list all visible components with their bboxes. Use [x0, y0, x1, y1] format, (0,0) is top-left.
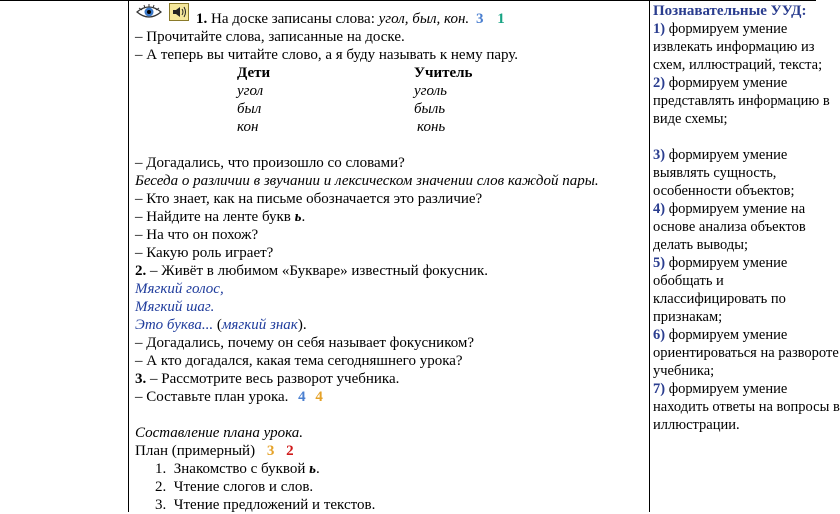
- making-plan-line: Составление плана урока.: [135, 425, 303, 441]
- uud-item-line: классифицировать по: [653, 291, 786, 307]
- role-line: – Какую роль играет?: [135, 245, 274, 261]
- plan-item: 2. Чтение слогов и слов.: [155, 479, 314, 495]
- uud-item: 5) формируем умение: [653, 255, 788, 271]
- pair-teacher: уголь: [414, 83, 448, 99]
- uud-item-line: иллюстрации.: [653, 417, 740, 433]
- poem-line-1: Мягкий голос,: [135, 281, 224, 297]
- plan-item: 1. Знакомство с буквой ь.: [155, 461, 320, 477]
- uud-item-line: особенности объектов;: [653, 183, 795, 199]
- uud-item: 4) формируем умение на: [653, 201, 806, 217]
- conversation-line: Беседа о различии в звучании и лексическом значении слов каждой пары.: [135, 173, 599, 189]
- task3-line: 3. – Рассмотрите весь разворот учебника.: [135, 371, 400, 387]
- uud-item-line: находить ответы на вопросы в: [653, 399, 840, 415]
- find-line: – Найдите на ленте букв ь.: [135, 209, 306, 225]
- sound-icon: [169, 3, 189, 21]
- uud-item: 2) формируем умение: [653, 75, 788, 91]
- cognitive-uud-column: [653, 2, 840, 434]
- column-divider-right: [649, 0, 650, 512]
- uud-item-line: виде схемы;: [653, 111, 728, 127]
- now-you-line: – А теперь вы читайте слово, а я буду называть к нему пару.: [135, 47, 519, 63]
- uud-item-line: обобщать и: [653, 273, 724, 289]
- uud-item: 6) формируем умение: [653, 327, 788, 343]
- who-knows-line: – Кто знает, как на письме обозначается это различие?: [135, 191, 483, 207]
- topic-line: – А кто догадался, какая тема сегодняшнего урока?: [135, 353, 463, 369]
- eye-icon: [136, 4, 162, 20]
- uud-item-line: выявлять сущность,: [653, 165, 777, 181]
- poem-line-3: Это буква... (мягкий знак).: [135, 317, 307, 333]
- pair-teacher: быль: [414, 101, 446, 117]
- pair-teacher: конь: [417, 119, 446, 135]
- uud-heading: Познавательные УУД:: [653, 3, 807, 19]
- col-children: Дети: [237, 65, 271, 81]
- task1-line: 1. На доске записаны слова: угол, был, кон. 3 1: [196, 11, 505, 27]
- plan-label-line: План (примерный) 3 2: [135, 443, 294, 459]
- uud-item-line: схем, иллюстраций, текста;: [653, 57, 823, 73]
- uud-item-line: извлекать информацию из: [653, 39, 815, 55]
- like-line: – На что он похож?: [135, 227, 259, 243]
- uud-item-line: представлять информацию в: [653, 93, 830, 109]
- plan-line: – Составьте план урока. 4 4: [135, 389, 323, 405]
- uud-item-line: делать выводы;: [653, 237, 749, 253]
- read-line: – Прочитайте слова, записанные на доске.: [135, 29, 405, 45]
- pair-child: был: [237, 101, 262, 117]
- uud-item-line: учебника;: [653, 363, 715, 379]
- uud-item: 3) формируем умение: [653, 147, 788, 163]
- table-top-border: [0, 0, 816, 1]
- uud-item-line: ориентироваться на развороте: [653, 345, 839, 361]
- uud-item-line: признакам;: [653, 309, 723, 325]
- pair-child: угол: [237, 83, 264, 99]
- uud-item-line: основе анализа объектов: [653, 219, 806, 235]
- col-teacher: Учитель: [414, 65, 473, 81]
- guess-line: – Догадались, что произошло со словами?: [135, 155, 405, 171]
- column-divider-left: [128, 0, 129, 512]
- uud-item: 1) формируем умение: [653, 21, 788, 37]
- plan-item: 3. Чтение предложений и текстов.: [155, 497, 376, 513]
- uud-item: 7) формируем умение: [653, 381, 788, 397]
- pair-child: кон: [237, 119, 259, 135]
- poem-line-2: Мягкий шаг.: [135, 299, 215, 315]
- task2-line: 2. – Живёт в любимом «Букваре» известный фокусник.: [135, 263, 488, 279]
- why-line: – Догадались, почему он себя называет фокусником?: [135, 335, 475, 351]
